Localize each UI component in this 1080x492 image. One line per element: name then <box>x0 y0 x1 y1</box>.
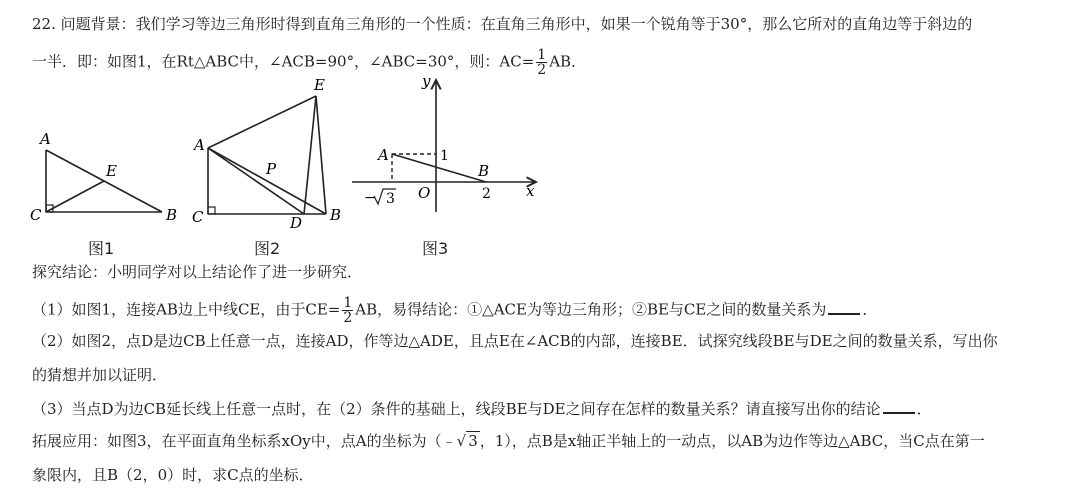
fraction-denominator: 2 <box>537 62 547 78</box>
fig3-label-a: A <box>378 146 389 164</box>
fig2-label-p: P <box>266 160 277 178</box>
fig2-label-e: E <box>314 76 325 94</box>
sqrt-radicand: 3 <box>468 432 478 450</box>
question-3 <box>32 398 932 419</box>
figure-2 <box>190 76 350 230</box>
fig1-label-b: B <box>166 206 178 224</box>
fig3-label-o: O <box>418 184 431 202</box>
fig2-side-ab <box>208 148 326 214</box>
q3-answer-blank[interactable] <box>883 398 915 414</box>
fig3-caption: 图3 <box>422 239 449 258</box>
fig2-segment-ad <box>208 148 304 214</box>
fig1-label-c: C <box>30 206 42 224</box>
question-1-text-b: AB，易得结论：①△ACE为等边三角形；②BE与CE之间的数量关系为 <box>355 300 827 319</box>
fig3-tick-2: 2 <box>482 186 491 202</box>
fig2-label-b: B <box>330 206 342 224</box>
fig1-label-e: E <box>106 162 117 180</box>
q1-fraction-denominator: 2 <box>343 310 353 326</box>
fig2-right-angle-mark <box>208 207 215 214</box>
explore-intro: 探究结论：小明同学对以上结论作了进一步研究． <box>32 263 363 281</box>
question-2-line-2: 的猜想并加以证明． <box>32 366 168 384</box>
problem-line-2-tail: AB． <box>549 52 587 71</box>
problem-line-1: 22. 问题背景：我们学习等边三角形时得到直角三角形的一个性质：在直角三角形中，如果一个锐角等于30°，那么它所对的直角边等于斜边的 <box>32 15 973 33</box>
problem-line-2-text: 一半．即：如图1，在Rt△ABC中，∠ACB=90°，∠ABC=30°，则：AC= <box>32 52 535 71</box>
question-1 <box>32 296 877 325</box>
fig3-label-x: x <box>526 182 535 200</box>
fig2-segment-be <box>316 96 326 214</box>
fig2-segment-de <box>304 96 316 214</box>
fig1-label-a: A <box>40 130 51 148</box>
fig3-label-y: y <box>422 72 431 90</box>
q1-fraction-half <box>342 296 353 325</box>
extend-line-1-text-a: 拓展应用：如图3，在平面直角坐标系xOy中，点A的坐标为（﹣ <box>32 432 457 450</box>
extend-line-1-text-b: ，1），点B是x轴正半轴上的一动点，以AB为边作等边△ABC，当C点在第一 <box>479 432 985 450</box>
q1-answer-blank[interactable] <box>828 299 860 315</box>
fig3-tick-1: 1 <box>440 148 449 164</box>
figure-3 <box>350 72 550 220</box>
fig2-label-c: C <box>192 208 204 226</box>
question-1-text-a: （1）如图1，连接AB边上中线CE，由于CE= <box>32 300 341 319</box>
fig3-segment-ab <box>392 154 486 182</box>
fig2-caption: 图2 <box>254 239 281 258</box>
figure-1 <box>20 128 190 228</box>
fig2-label-d: D <box>290 214 303 230</box>
question-1-text-c: ． <box>862 300 878 319</box>
fig1-median-ce <box>46 181 104 212</box>
fig2-label-a: A <box>194 136 205 154</box>
extend-line-2: 象限内，且B（2，0）时，求C点的坐标． <box>32 466 314 484</box>
fig3-tick-sqrt3: 3 <box>386 191 395 207</box>
fig3-tick-neg-sign: − <box>364 190 376 206</box>
fraction-numerator: 1 <box>537 47 547 63</box>
fig3-label-b: B <box>478 162 490 180</box>
fig1-caption: 图1 <box>88 239 115 258</box>
question-2-line-1: （2）如图2，点D是边CB上任意一点，连接AD，作等边△ADE，且点E在∠ACB的内部，连接BE．试探究线段BE与DE之间的数量关系，写出你 <box>32 332 998 350</box>
sqrt-expression: √ 3 <box>456 432 478 450</box>
q1-fraction-numerator: 1 <box>343 295 353 311</box>
question-3-text-b: ． <box>916 400 932 418</box>
question-3-text-a: （3）当点D为边CB延长线上任意一点时，在（2）条件的基础上，线段BE与DE之间存在怎样的数量关系？请直接写出你的结论 <box>32 400 881 418</box>
extend-line-1 <box>32 431 985 451</box>
fig2-segment-ae <box>208 96 316 148</box>
